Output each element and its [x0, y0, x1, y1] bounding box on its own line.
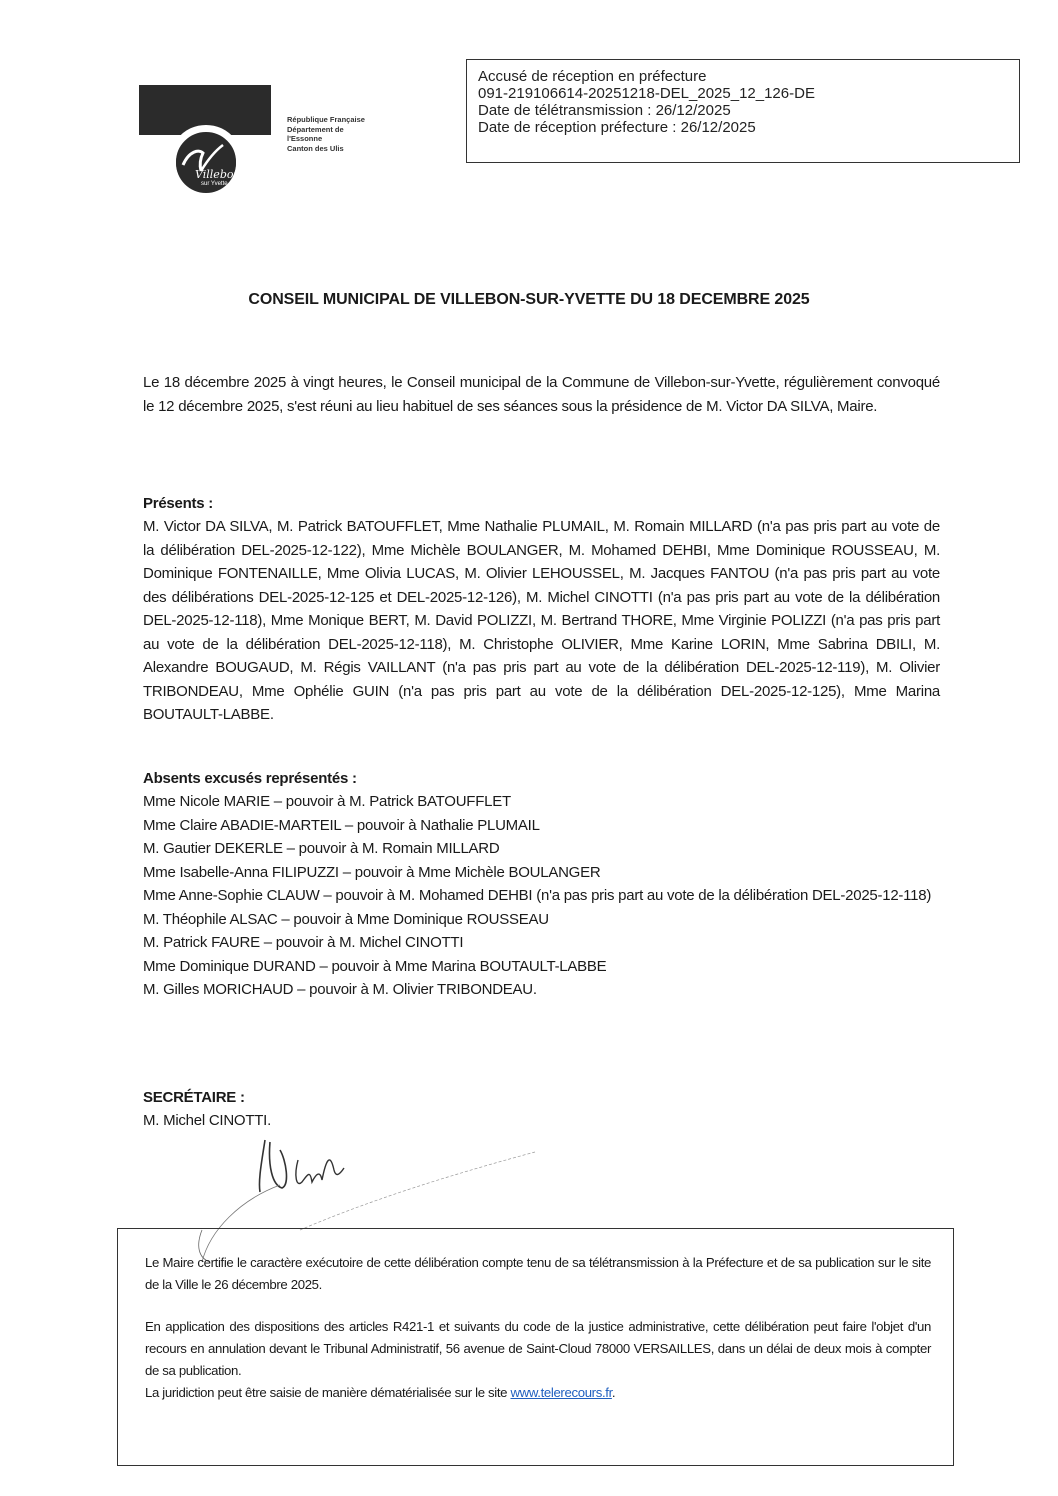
secretary-heading: SECRÉTAIRE : [143, 1089, 245, 1106]
caption-line: Canton des Ulis [287, 143, 344, 153]
absent-entry: M. Théophile ALSAC – pouvoir à Mme Dominique ROUSSEAU [143, 910, 549, 928]
presents-list: M. Victor DA SILVA, M. Patrick BATOUFFLET, Mme Nathalie PLUMAIL, M. Romain MILLARD (n'a pas pris part au vote de la délibération DEL-2025-12-122), Mme Michèle BOULANGER, M. Mohamed DEHBI, Mme Dominique ROUSSEAU, M. Dominique FONTENAILLE, Mme Olivia LUCAS, M. Olivier LEHOUSSEL, M. Jacques FANTOU (n'a pas pris part au vote des délibérations DEL-2025-12-125 et DEL-2025-12-126), M. Michel CINOTTI (n'a pas pris part au vote de la délibération DEL-2025-12-118), Mme Monique BERT, M. David POLIZZI, M. Bertrand THORE, Mme Virginie POLIZZI (n'a pas pris part au vote de la délibération DEL-2025-12-118), M. Christophe OLIVIER, Mme Karine LORIN, Mme Sabrina DBILI, M. Alexandre BOUGAUD, M. Régis VAILLANT (n'a pas pris part au vote de la délibération DEL-2025-12-119), M. Olivier TRIBONDEAU, Mme Ophélie GUIN (n'a pas pris part au vote de la délibération DEL-2025-12-125), Mme Marina BOUTAULT-LABBE. [143, 518, 940, 723]
logo-name: Villebon [195, 168, 241, 181]
caption-line: Département de l'Essonne [287, 124, 344, 143]
absent-entry: Mme Anne-Sophie CLAUW – pouvoir à M. Mohamed DEHBI (n'a pas pris part au vote de la délibération DEL-2025-12-118) [143, 887, 932, 904]
stamp-line: Accusé de réception en préfecture [478, 68, 707, 85]
telerecours-link[interactable]: www.telerecours.fr [510, 1385, 612, 1400]
secretary-name: M. Michel CINOTTI. [143, 1112, 272, 1129]
absent-entry: Mme Isabelle-Anna FILIPUZZI – pouvoir à Mme Michèle BOULANGER [143, 863, 601, 881]
online-prefix: La juridiction peut être saisie de manière dématérialisée sur le site [145, 1385, 511, 1400]
absent-entry: M. Patrick FAURE – pouvoir à M. Michel CINOTTI [143, 934, 464, 951]
document-title: CONSEIL MUNICIPAL DE VILLEBON-SUR-YVETTE DU 18 DECEMBRE 2025 [248, 291, 810, 308]
logo-subname: sur Yvette [201, 181, 228, 187]
absent-entry: M. Gautier DEKERLE – pouvoir à M. Romain MILLARD [143, 840, 500, 857]
absent-entry: Mme Nicole MARIE – pouvoir à M. Patrick BATOUFFLET [143, 793, 511, 810]
prefecture-receipt-stamp [466, 59, 1020, 163]
absents-heading: Absents excusés représentés : [143, 770, 357, 787]
caption-line: République Française [287, 115, 365, 124]
online-suffix: . [611, 1385, 616, 1400]
recourse-notice [145, 1316, 931, 1404]
recourse-text: En application des dispositions des articles R421-1 et suivants du code de la justice administrative, cette délibération peut faire l'objet d'un recours en annulation devant le Tribunal Administratif, 56 avenue de Saint-Cloud 78000 VERSAILLES, dans un délai de deux mois à compter de sa publication. [145, 1319, 931, 1378]
intro-paragraph: Le 18 décembre 2025 à vingt heures, le Conseil municipal de la Commune de Villebon-sur-Yvette, régulièrement convoqué le 12 décembre 2025, s'est réuni au lieu habituel de ses séances sous la présidence de M. Victor DA SILVA, Maire. [143, 374, 940, 415]
absents-list [143, 790, 940, 1002]
logo-caption [287, 115, 371, 153]
stamp-transmission-date: Date de télétransmission : 26/12/2025 [478, 102, 731, 119]
municipal-logo [139, 85, 371, 195]
absent-entry: M. Gilles MORICHAUD – pouvoir à M. Olivier TRIBONDEAU. [143, 981, 537, 998]
presents-heading: Présents : [143, 495, 214, 512]
stamp-reception-date: Date de réception préfecture : 26/12/2025 [478, 119, 756, 136]
online-recourse-line [145, 1382, 931, 1404]
stamp-reference: 091-219106614-20251218-DEL_2025_12_126-DE [478, 85, 815, 102]
certification-text: Le Maire certifie le caractère exécutoire de cette délibération compte tenu de sa télétransmission à la Préfecture et de sa publication sur le site de la Ville le 26 décembre 2025. [145, 1255, 931, 1292]
absent-entry: Mme Dominique DURAND – pouvoir à Mme Marina BOUTAULT-LABBE [143, 957, 607, 975]
absent-entry: Mme Claire ABADIE-MARTEIL – pouvoir à Nathalie PLUMAIL [143, 816, 540, 834]
